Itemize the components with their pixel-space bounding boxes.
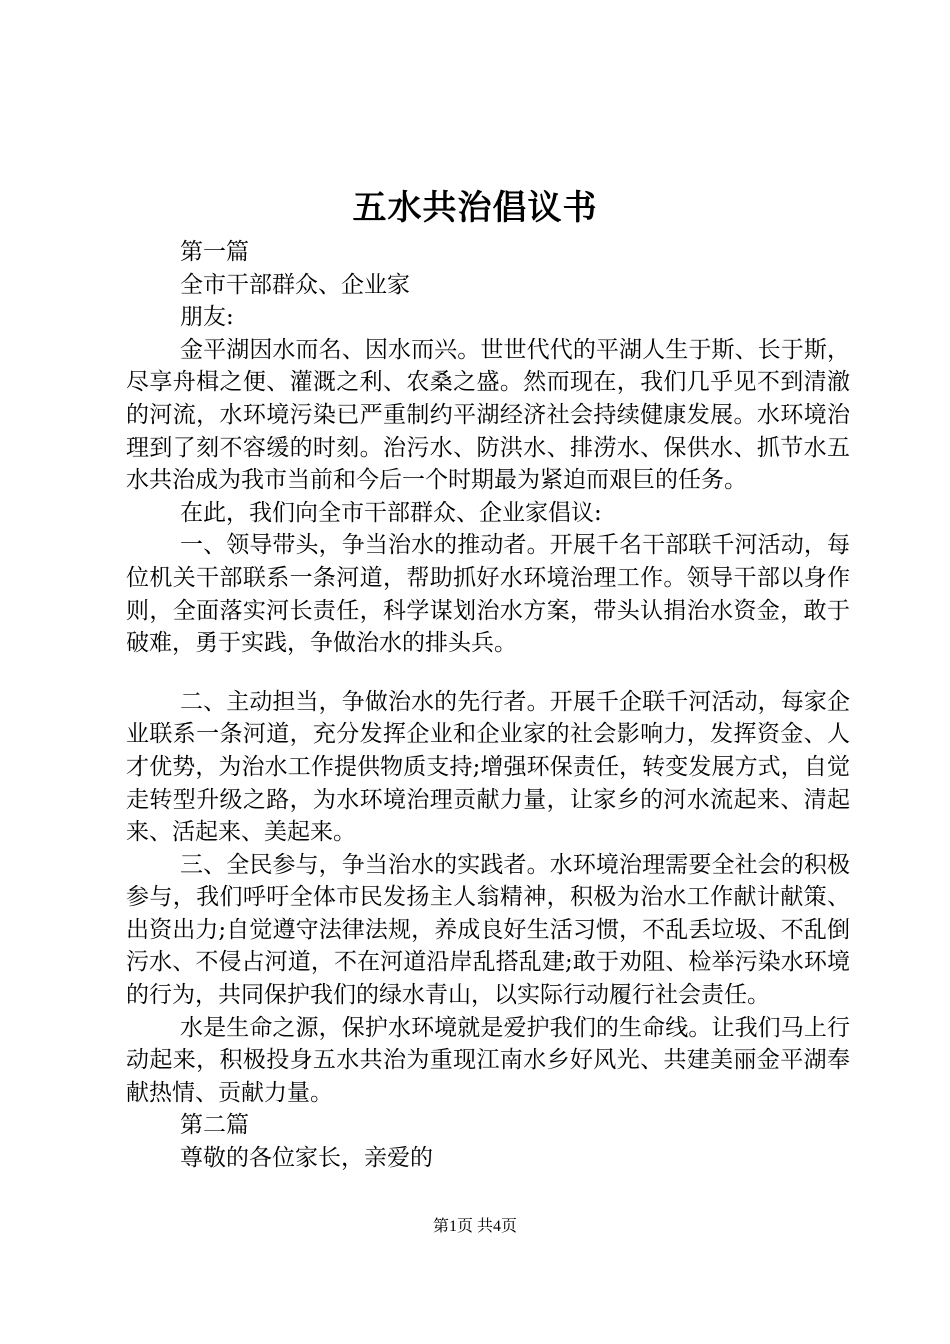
- document-title: 五水共治倡议书: [352, 188, 598, 228]
- salutation-line: 尊敬的各位家长，亲爱的: [180, 1145, 433, 1172]
- section-heading: 第一篇: [180, 239, 249, 265]
- body-paragraph: 三、全民参与，争当治水的实践者。水环境治理需要全社会的积极参与，我们呼吁全体市民发扬主人翁精神，积极为治水工作献计献策、出资出力;自觉遵守法律法规，养成良好生活习惯，不乱丢垃圾、不乱倒污水、不侵占河道，不在河道沿岸乱搭乱建;敢于劝阻、检举污染水环境的行为，共同保护我们的绿水青山，以实际行动履行社会责任。: [126, 851, 850, 1009]
- body-paragraph: 水是生命之源，保护水环境就是爱护我们的生命线。让我们马上行动起来，积极投身五水共治为重现江南水乡好风光、共建美丽金平湖奉献热情、贡献力量。: [126, 1014, 850, 1106]
- paragraph-spacer: [126, 660, 850, 686]
- body-paragraph: 金平湖因水而名、因水而兴。世世代代的平湖人生于斯、长于斯，尽享舟楫之便、灌溉之利、农桑之盛。然而现在，我们几乎见不到清澈的河流，水环境污染已严重制约平湖经济社会持续健康发展。水环境治理到了刻不容缓的时刻。治污水、防洪水、排涝水、保供水、抓节水五水共治成为我市当前和今后一个时期最为紧迫而艰巨的任务。: [126, 336, 850, 494]
- section-heading: 第二篇: [180, 1112, 249, 1139]
- salutation-line: 朋友:: [180, 304, 234, 331]
- body-paragraph: 二、主动担当，争做治水的先行者。开展千企联千河活动，每家企业联系一条河道，充分发挥企业和企业家的社会影响力，发挥资金、人才优势，为治水工作提供物质支持;增强环保责任，转变发展方式，自觉走转型升级之路，为水环境治理贡献力量，让家乡的河水流起来、清起来、活起来、美起来。: [126, 688, 850, 846]
- document-body: [126, 236, 850, 1175]
- body-paragraph: 在此，我们向全市干部群众、企业家倡议:: [180, 499, 602, 526]
- salutation-line: 全市干部群众、企业家: [180, 271, 410, 298]
- page-number-footer: 第1页 共4页: [432, 1218, 517, 1235]
- body-paragraph: 一、领导带头，争当治水的推动者。开展千名干部联千河活动，每位机关干部联系一条河道，帮助抓好水环境治理工作。领导干部以身作则，全面落实河长责任，科学谋划治水方案，带头认捐治水资金，敢于破难，勇于实践，争做治水的排头兵。: [126, 532, 850, 657]
